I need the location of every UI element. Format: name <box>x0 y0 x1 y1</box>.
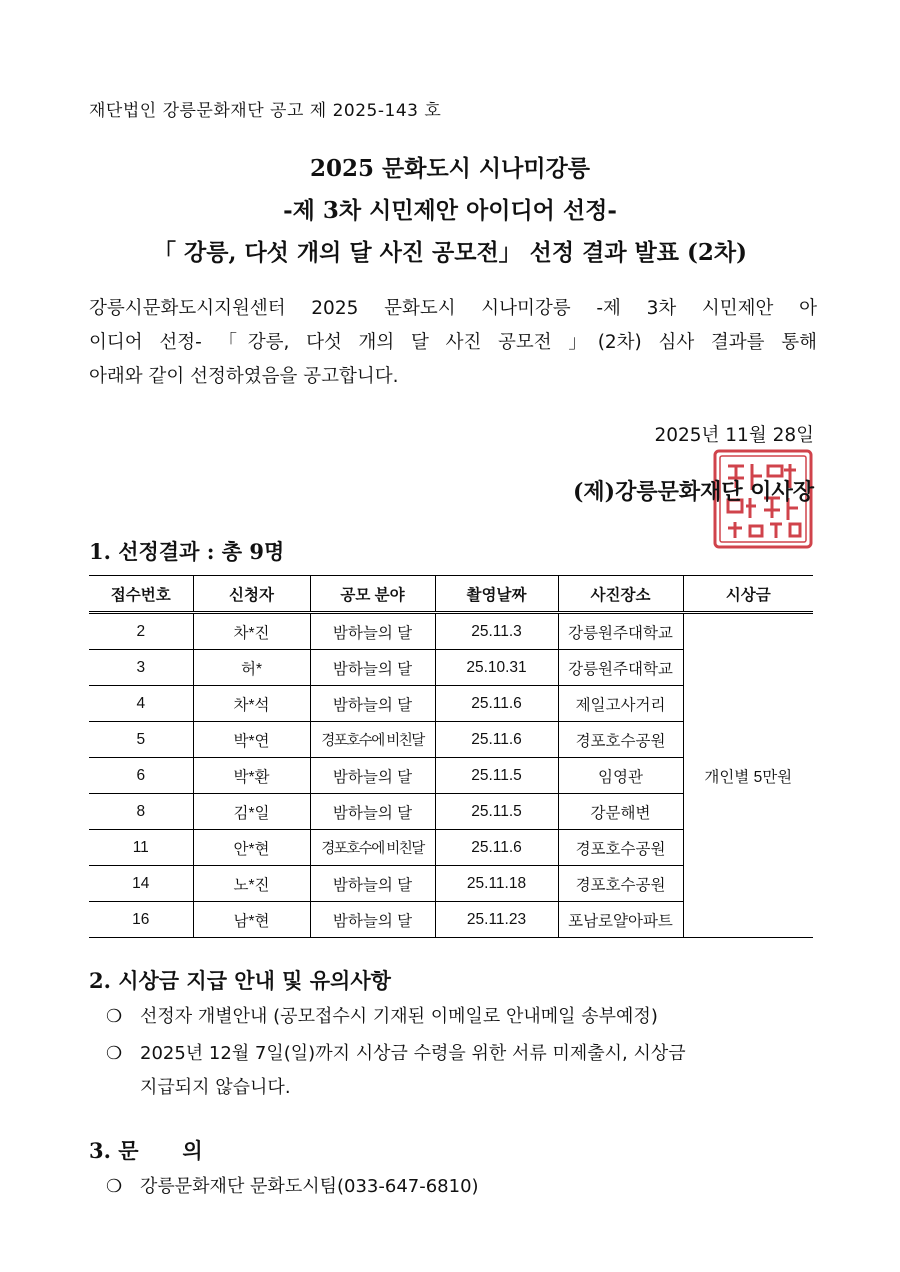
photo-location: 강문해변 <box>558 794 683 830</box>
applicant: 박*환 <box>193 758 310 794</box>
receipt-number: 2 <box>89 613 193 650</box>
shoot-date: 25.11.6 <box>435 830 558 866</box>
circle-bullet-icon: ❍ <box>106 1176 123 1197</box>
shoot-date: 25.11.6 <box>435 686 558 722</box>
shoot-date: 25.11.23 <box>435 902 558 938</box>
applicant: 차*진 <box>193 613 310 650</box>
category <box>310 722 435 758</box>
header-shoot-date: 촬영날짜 <box>435 576 558 613</box>
shoot-date: 25.11.5 <box>435 758 558 794</box>
category-text: 경포호수에 비친달 <box>321 841 424 857</box>
applicant: 안*현 <box>193 830 310 866</box>
intro-line-3: 아래와 같이 선정하였음을 공고합니다. <box>89 366 399 387</box>
intro-line-2: 이디어 선정- 「강릉, 다섯 개의 달 사진 공모전 」(2차) 심사 결과를 통해 <box>89 332 817 353</box>
category-text: 경포호수에 비친달 <box>321 733 424 749</box>
issuer-name: (제)강릉문화재단 이사장 <box>573 479 814 505</box>
photo-location: 임영관 <box>558 758 683 794</box>
list-item-text: 선정자 개별안내 (공모접수시 기재된 이메일로 안내메일 송부예정) <box>140 1006 658 1027</box>
title-line-3: 「 강릉, 다섯 개의 달 사진 공모전」 선정 결과 발표 (2차) <box>153 239 747 266</box>
shoot-date: 25.11.6 <box>435 722 558 758</box>
category: 밤하늘의 달 <box>310 686 435 722</box>
intro-paragraph <box>89 292 817 394</box>
receipt-number: 5 <box>89 722 193 758</box>
applicant: 박*연 <box>193 722 310 758</box>
table-header-row <box>89 576 813 613</box>
photo-location: 경포호수공원 <box>558 722 683 758</box>
applicant: 남*현 <box>193 902 310 938</box>
receipt-number: 8 <box>89 794 193 830</box>
receipt-number: 3 <box>89 650 193 686</box>
receipt-number: 6 <box>89 758 193 794</box>
header-applicant: 신청자 <box>193 576 310 613</box>
photo-location: 강릉원주대학교 <box>558 650 683 686</box>
photo-location: 경포호수공원 <box>558 830 683 866</box>
receipt-number: 4 <box>89 686 193 722</box>
photo-location: 경포호수공원 <box>558 866 683 902</box>
category: 밤하늘의 달 <box>310 902 435 938</box>
contact-info: 강릉문화재단 문화도시팀(033-647-6810) <box>140 1176 479 1197</box>
category: 밤하늘의 달 <box>310 650 435 686</box>
shoot-date: 25.11.3 <box>435 613 558 650</box>
receipt-number: 14 <box>89 866 193 902</box>
photo-location: 강릉원주대학교 <box>558 613 683 650</box>
category: 밤하늘의 달 <box>310 794 435 830</box>
receipt-number: 11 <box>89 830 193 866</box>
applicant: 김*일 <box>193 794 310 830</box>
title-line-1: 2025 문화도시 시나미강릉 <box>310 155 590 182</box>
circle-bullet-icon: ❍ <box>106 1006 123 1027</box>
header-category: 공모 분야 <box>310 576 435 613</box>
photo-location: 포남로얄아파트 <box>558 902 683 938</box>
list-item <box>106 1037 812 1105</box>
shoot-date: 25.11.18 <box>435 866 558 902</box>
notice-number: 재단법인 강릉문화재단 공고 제 2025-143 호 <box>89 101 442 121</box>
results-table <box>89 575 813 938</box>
category: 밤하늘의 달 <box>310 866 435 902</box>
header-prize: 시상금 <box>683 576 813 613</box>
title-line-2: -제 3차 시민제안 아이디어 선정- <box>283 197 617 224</box>
category <box>310 830 435 866</box>
header-photo-location: 사진장소 <box>558 576 683 613</box>
receipt-number: 16 <box>89 902 193 938</box>
list-item-text: 2025년 12월 7일(일)까지 시상금 수령을 위한 서류 미제출시, 시상금 <box>140 1043 686 1064</box>
shoot-date: 25.11.5 <box>435 794 558 830</box>
prize-amount: 개인별 5만원 <box>683 613 813 938</box>
list-item-text-continued: 지급되지 않습니다. <box>140 1077 291 1098</box>
list-item <box>106 1000 658 1034</box>
intro-line-1: 강릉시문화도시지원센터 2025 문화도시 시나미강릉 -제 3차 시민제안 아 <box>89 298 817 319</box>
category: 밤하늘의 달 <box>310 758 435 794</box>
section-2-heading: 2. 시상금 지급 안내 및 유의사항 <box>89 968 391 993</box>
announcement-date: 2025년 11월 28일 <box>654 425 814 446</box>
shoot-date: 25.10.31 <box>435 650 558 686</box>
applicant: 노*진 <box>193 866 310 902</box>
table-row <box>89 613 813 650</box>
section-1-heading: 1. 선정결과 : 총 9명 <box>89 539 285 564</box>
list-item <box>106 1170 479 1204</box>
section-3-heading: 3. 문 의 <box>89 1138 203 1163</box>
applicant: 차*석 <box>193 686 310 722</box>
category: 밤하늘의 달 <box>310 613 435 650</box>
header-receipt-number: 접수번호 <box>89 576 193 613</box>
applicant: 허* <box>193 650 310 686</box>
circle-bullet-icon: ❍ <box>106 1043 123 1064</box>
photo-location: 제일고사거리 <box>558 686 683 722</box>
